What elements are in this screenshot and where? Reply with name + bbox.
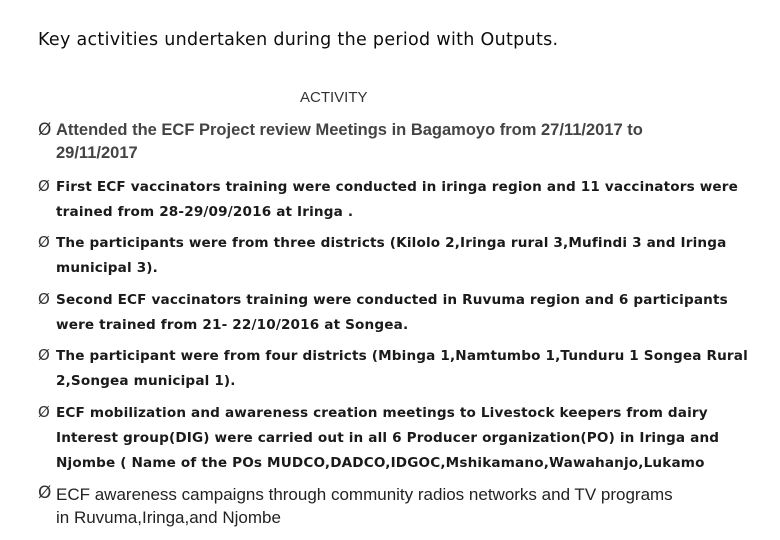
item-line: in Ruvuma,Iringa,and Njombe: [56, 508, 281, 527]
item-line: First ECF vaccinators training were conducted in iringa region and 11 vaccinators were: [56, 179, 739, 195]
list-item: [38, 175, 780, 225]
list-item: [38, 344, 780, 394]
item-line: Attended the ECF Project review Meetings in Bagamoyo from 27/11/2017 to: [56, 121, 643, 139]
arrow-bullet-icon: Ø: [38, 233, 50, 251]
item-line: Second ECF vaccinators training were conducted in Ruvuma region and 6 participants: [56, 292, 728, 308]
item-line: ECF mobilization and awareness creation meetings to Livestock keepers from dairy: [56, 405, 708, 421]
section-heading: ACTIVITY: [300, 89, 368, 106]
item-line: ECF awareness campaigns through community radios networks and TV programs: [56, 485, 673, 504]
arrow-bullet-icon: Ø: [38, 290, 50, 308]
list-item: [38, 483, 780, 529]
arrow-bullet-icon: Ø: [38, 403, 50, 421]
arrow-bullet-icon: Ø: [38, 177, 50, 195]
arrow-bullet-icon: Ø: [38, 120, 52, 140]
arrow-bullet-icon: Ø: [38, 483, 52, 503]
list-item: [38, 288, 780, 338]
arrow-bullet-icon: Ø: [38, 346, 50, 364]
item-line: Interest group(DIG) were carried out in all 6 Producer organization(PO) in Iringa and: [56, 430, 720, 446]
item-line: The participants were from three districts (Kilolo 2,Iringa rural 3,Mufindi 3 and Iringa: [56, 235, 727, 251]
item-line: The participant were from four districts (Mbinga 1,Namtumbo 1,Tunduru 1 Songea Rural: [56, 348, 748, 364]
item-line: Njombe ( Name of the POs MUDCO,DADCO,IDGOC,Mshikamano,Wawahanjo,Lukamo: [56, 455, 705, 471]
slide-title: Key activities undertaken during the period with Outputs.: [38, 30, 559, 50]
item-line: trained from 28-29/09/2016 at Iringa .: [56, 204, 354, 220]
item-line: municipal 3).: [56, 260, 158, 276]
list-item: [38, 119, 780, 165]
list-item: [38, 401, 780, 476]
list-item: [38, 231, 780, 281]
item-line: 29/11/2017: [56, 144, 138, 162]
item-line: 2,Songea municipal 1).: [56, 373, 236, 389]
item-line: were trained from 21- 22/10/2016 at Songea.: [56, 317, 409, 333]
